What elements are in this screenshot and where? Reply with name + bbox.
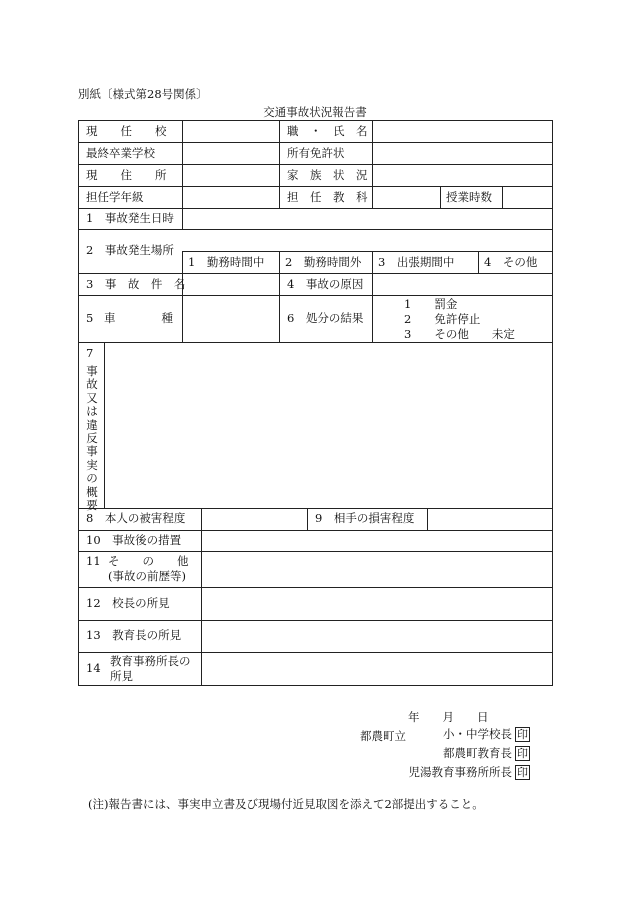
- seal-mark: 印: [517, 747, 528, 760]
- superintendent-title: 都農町教育長: [443, 746, 512, 760]
- signer-office-director: [409, 764, 531, 780]
- seal-mark: 印: [517, 766, 528, 779]
- summary-label: 事故又は違反事実の概要: [86, 364, 98, 513]
- vehicle-type-label: 車 種: [104, 311, 173, 325]
- office-opinion-number: 14: [86, 661, 101, 675]
- report-date: 年 月 日: [408, 710, 489, 724]
- form-title: 交通事故状況報告書: [263, 105, 367, 119]
- vehicle-number: 5: [86, 311, 94, 325]
- penalty-result-label: 6 処分の結果: [287, 311, 364, 325]
- penalty-option-3: 3 その他 未定: [404, 327, 515, 341]
- current-school-label: 現 任 校: [86, 124, 167, 138]
- summary-number: 7: [86, 346, 94, 360]
- office-opinion-label: 教育事務所長の: [110, 654, 191, 668]
- place-option-4: 4 その他: [484, 255, 538, 269]
- subject-label: 担 任 教 科: [287, 190, 368, 204]
- signer-school-prefix: 都農町立: [360, 729, 406, 743]
- signer-principal: [443, 726, 530, 742]
- place-option-1: 1 勤務時間中: [188, 255, 265, 269]
- lesson-hours-label: 授業時数: [446, 190, 492, 204]
- accident-name-label: 3 事 故 件 名: [86, 277, 186, 291]
- other-damage-label: 9 相手の損害程度: [315, 511, 415, 525]
- position-name-label: 職 ・ 氏 名: [287, 124, 368, 138]
- accident-place-label: 2 事故発生場所: [86, 243, 174, 257]
- after-measures-label: 10 事故後の措置: [86, 533, 182, 547]
- other-number: 11: [86, 554, 101, 568]
- superintendent-opinion-label: 13 教育長の所見: [86, 628, 182, 642]
- office-opinion-sublabel: 所見: [110, 669, 133, 683]
- penalty-option-2: 2 免許停止: [404, 312, 481, 326]
- family-label: 家 族 状 況: [287, 168, 368, 182]
- attachment-reference: 別紙〔様式第28号関係〕: [78, 87, 208, 101]
- accident-cause-label: 4 事故の原因: [287, 277, 364, 291]
- accident-date-label: 1 事故発生日時: [86, 211, 174, 225]
- alma-mater-label: 最終卒業学校: [86, 146, 155, 160]
- address-label: 現 住 所: [86, 168, 167, 182]
- principal-title: 小・中学校長: [443, 727, 512, 741]
- other-sublabel: (事故の前歴等): [108, 569, 186, 583]
- seal-mark: 印: [517, 728, 528, 741]
- signer-superintendent: [443, 745, 530, 761]
- submission-note: (注)報告書には、事実申立書及び現場付近見取図を添えて2部提出すること。: [88, 797, 484, 811]
- principal-opinion-label: 12 校長の所見: [86, 596, 170, 610]
- office-director-title: 児湯教育事務所所長: [408, 765, 512, 779]
- penalty-option-1: 1 罰金: [404, 297, 458, 311]
- place-option-2: 2 勤務時間外: [285, 255, 362, 269]
- grade-label: 担任学年級: [86, 190, 144, 204]
- own-damage-label: 8 本人の被害程度: [86, 511, 186, 525]
- license-label: 所有免許状: [287, 146, 345, 160]
- other-label: そ の 他: [108, 554, 189, 568]
- place-option-3: 3 出張期間中: [378, 255, 455, 269]
